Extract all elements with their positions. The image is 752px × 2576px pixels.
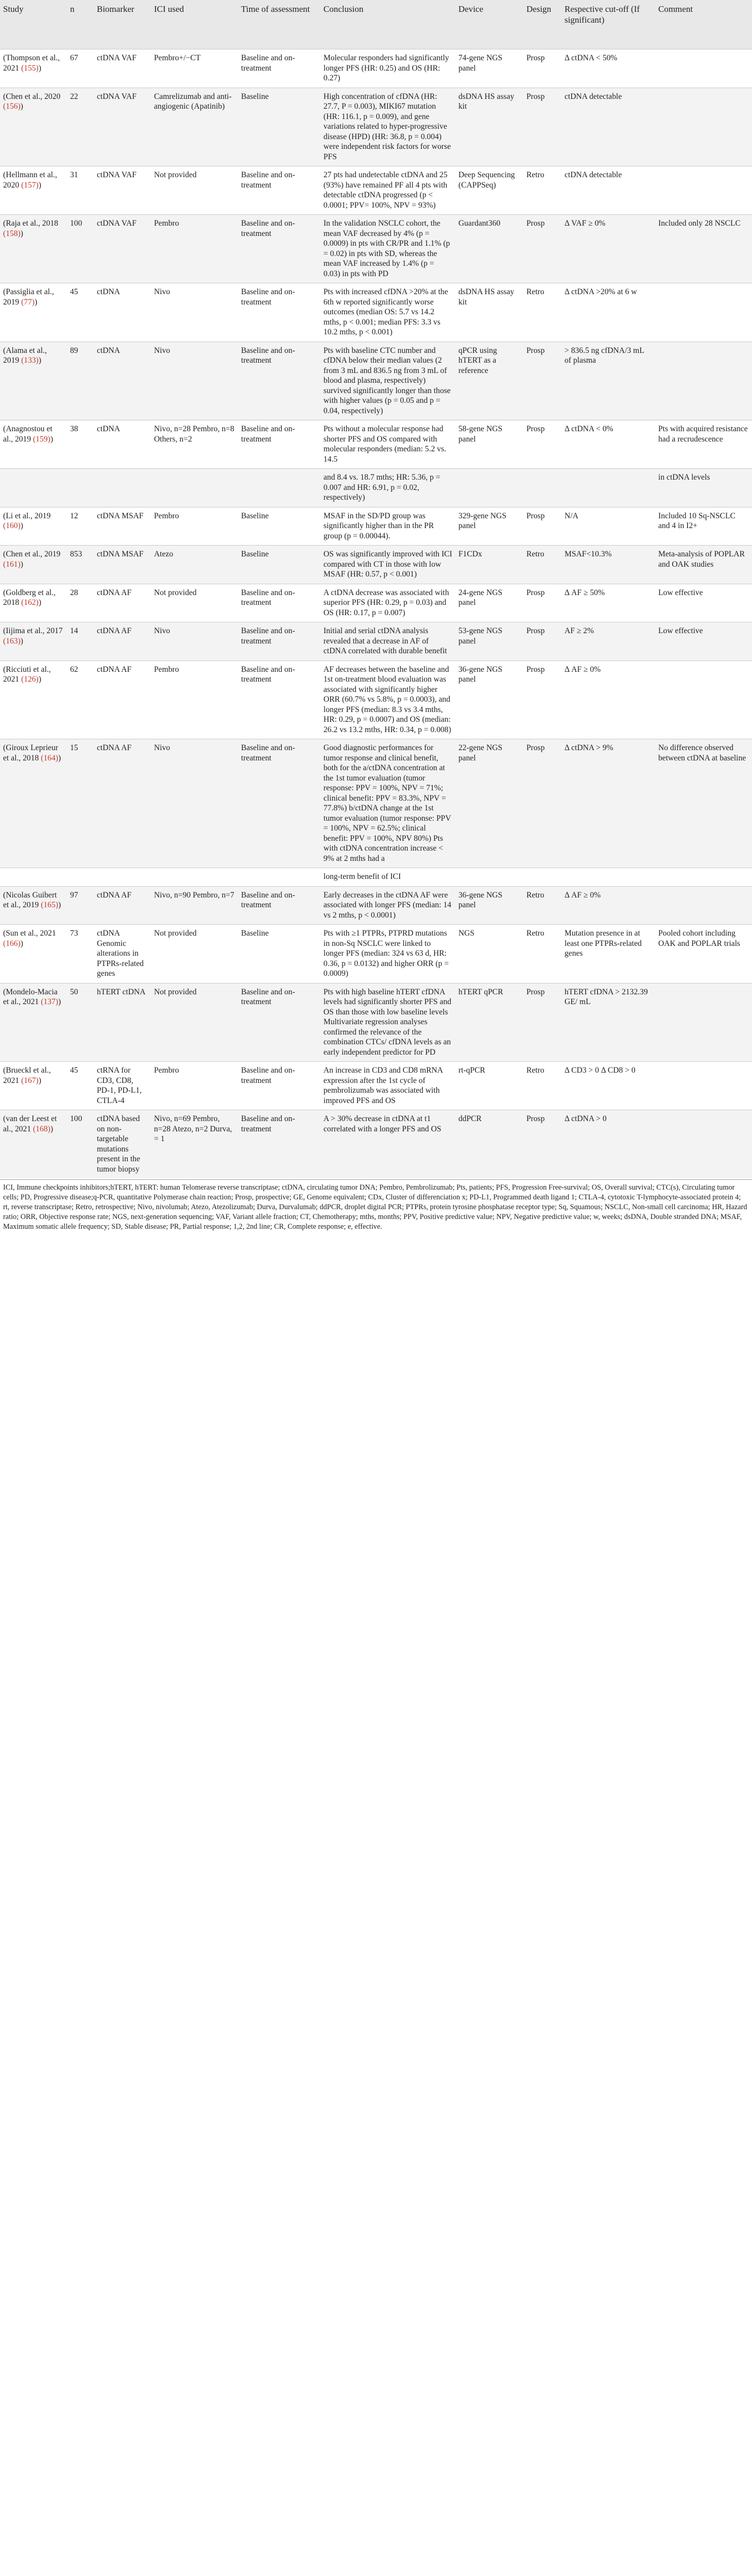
- cell-comment: Pts with acquired resistance had a recrudescence: [655, 420, 752, 469]
- cell-biomarker: ctDNA: [94, 283, 151, 342]
- reference-link[interactable]: (126): [21, 675, 39, 684]
- cell-device: dsDNA HS assay kit: [455, 283, 523, 342]
- cell-device: 24-gene NGS panel: [455, 584, 523, 622]
- cell-cutoff: Δ ctDNA < 50%: [561, 49, 655, 88]
- cell-time: Baseline and on-treatment: [238, 215, 320, 283]
- cell-n: 12: [67, 507, 94, 546]
- cell-device: rt-qPCR: [455, 1062, 523, 1110]
- cell-ici: Nivo, n=90 Pembro, n=7: [151, 886, 238, 925]
- cell-time: Baseline and on-treatment: [238, 283, 320, 342]
- cell-device: Deep Sequencing (CAPPSeq): [455, 166, 523, 215]
- study-citation: (Raja et al., 2018: [3, 219, 58, 228]
- cell-device: hTERT qPCR: [455, 983, 523, 1062]
- cell-ici: Pembro: [151, 215, 238, 283]
- table-row: [0, 49, 752, 88]
- cell-comment: No difference observed between ctDNA at baseline: [655, 739, 752, 868]
- cell-device: 53-gene NGS panel: [455, 622, 523, 661]
- study-citation: (Nicolas Guibert et al., 2019: [3, 890, 57, 909]
- table-row: [0, 983, 752, 1062]
- reference-link[interactable]: (164): [41, 753, 58, 762]
- cell-biomarker: ctDNA AF: [94, 622, 151, 661]
- cell-time: Baseline and on-treatment: [238, 622, 320, 661]
- cell-n: 31: [67, 166, 94, 215]
- study-citation: (Brueckl et al., 2021: [3, 1066, 51, 1085]
- cell-biomarker: [94, 868, 151, 887]
- cell-comment: [655, 983, 752, 1062]
- study-citation: (Mondelo-Macia et al., 2021: [3, 987, 58, 1006]
- table-row: [0, 546, 752, 584]
- cell-device: 36-gene NGS panel: [455, 886, 523, 925]
- cell-biomarker: ctDNA AF: [94, 739, 151, 868]
- study-citation-close: ): [38, 1076, 42, 1085]
- table-row: [0, 166, 752, 215]
- reference-link[interactable]: (166): [3, 939, 21, 948]
- header-ici: ICI used: [151, 0, 238, 49]
- header-study: Study: [0, 0, 67, 49]
- study-citation: (Ricciuti et al., 2021: [3, 665, 51, 684]
- header-row: [0, 0, 752, 49]
- cell-design: Retro: [523, 166, 561, 215]
- cell-time: Baseline and on-treatment: [238, 420, 320, 469]
- cell-biomarker: ctDNA based on non-targetable mutations present in the tumor biopsy: [94, 1110, 151, 1179]
- cell-comment: [655, 166, 752, 215]
- cell-conclusion: OS was significantly improved with ICI compared with CT in those with low MSAF (HR: 0.57, p < 0.001): [320, 546, 455, 584]
- cell-study: [0, 283, 67, 342]
- cell-ici: Nivo: [151, 342, 238, 420]
- table-row: [0, 886, 752, 925]
- cell-study: [0, 660, 67, 739]
- table-row: [0, 215, 752, 283]
- cell-conclusion: Pts with increased cfDNA >20% at the 6th w reported significantly worse outcomes (median OS: 5.7 vs 14.2 mths, p < 0.001; median PFS: 3.3 vs 10.2 mths, p < 0.001): [320, 283, 455, 342]
- cell-cutoff: Δ ctDNA > 9%: [561, 739, 655, 868]
- cell-n: 67: [67, 49, 94, 88]
- cell-design: Prosp: [523, 739, 561, 868]
- header-design: Design: [523, 0, 561, 49]
- cell-ici: Pembro: [151, 660, 238, 739]
- cell-comment: [655, 88, 752, 166]
- cell-design: Retro: [523, 546, 561, 584]
- table-row: [0, 88, 752, 166]
- cell-time: Baseline and on-treatment: [238, 584, 320, 622]
- cell-n: 45: [67, 1062, 94, 1110]
- cell-conclusion: High concentration of cfDNA (HR: 27.7, P = 0.003), MIKI67 mutation (HR: 116.1, p = 0.009), and gene variations related to hyper-progressive disease (HPD) (HR: 36.8, p = 0.004) were independent risk factors for worse PFS: [320, 88, 455, 166]
- cell-cutoff: Δ CD3 > 0 Δ CD8 > 0: [561, 1062, 655, 1110]
- cell-ici: Nivo: [151, 283, 238, 342]
- cell-ici: Nivo: [151, 739, 238, 868]
- cell-design: Prosp: [523, 1110, 561, 1179]
- cell-biomarker: ctDNA MSAF: [94, 507, 151, 546]
- cell-study: [0, 1110, 67, 1179]
- cell-design: [523, 868, 561, 887]
- study-citation-close: ): [58, 753, 61, 762]
- study-citation-close: ): [58, 901, 61, 909]
- cell-n: 14: [67, 622, 94, 661]
- study-citation: (Li et al., 2019: [3, 511, 51, 520]
- cell-ici: Not provided: [151, 983, 238, 1062]
- header-biomarker: Biomarker: [94, 0, 151, 49]
- cell-study: [0, 886, 67, 925]
- reference-link[interactable]: (157): [21, 180, 39, 190]
- study-citation-close: ): [20, 229, 23, 238]
- cell-study: [0, 868, 67, 887]
- cell-design: Retro: [523, 283, 561, 342]
- table-header: [0, 0, 752, 49]
- cell-comment: Low effective: [655, 622, 752, 661]
- cell-comment: Low effective: [655, 584, 752, 622]
- cell-design: Prosp: [523, 660, 561, 739]
- cell-ici: Not provided: [151, 925, 238, 984]
- cell-biomarker: hTERT ctDNA: [94, 983, 151, 1062]
- cell-cutoff: [561, 868, 655, 887]
- reference-link[interactable]: (159): [33, 434, 50, 444]
- cell-design: Retro: [523, 925, 561, 984]
- cell-conclusion: Pts with baseline CTC number and cfDNA below their median values (2 from 3 mL and 836.5 ng from 3 mL of blood and plasma, respectively) survived significantly longer than those with higher values (p = 0.05 and p = 0.04, respectively): [320, 342, 455, 420]
- table-row: [0, 1110, 752, 1179]
- table-footnote: ICI, Immune checkpoints inhibitors;hTERT, hTERT: human Telomerase reverse transcriptase; ctDNA, circulating tumor DNA; Pembro, Pembrolizumab; Pts, patients; PFS, Progression Free-survival; OS, Overall survival; CTC(s), Circulating tumor cells; PD, Progressive disease;q-PCR, quantitative Polymerase chain reaction; Prosp, prospective; GE, Genome equivalent; CDx, Cluster of differenciation x; PD-L1, Programmed death ligand 1; CTLA-4, cytotoxic T-lymphocyte-associated protein 4; rt, reverse transcriptase; Retro, retrospective; Nivo, nivolumab; Atezo, Atezolizumab; Durva, Durvalumab; ddPCR, droplet digital PCR; PTPRs, protein tyrosine phosphatase receptor type; Sq, Squamous; NSCLC, Non-small cell carcinoma; HR, Hazard ratio; ORR, Objective response rate; NGS, next-generation sequencing; VAF, Variant allele fraction; CT, Chemotherapy; mths, months; PPV, Positive predictive value; NPV, Negative predictive value; w, weeks; dsDNA, Double stranded DNA; MSAF, Maximum somatic allele frequency; SD, Stable disease; PR, Partial response; 1,2, 2nd line; CR, Complete response; e, effective.: [0, 1179, 752, 1232]
- cell-cutoff: ctDNA detectable: [561, 88, 655, 166]
- cell-time: Baseline: [238, 507, 320, 546]
- cell-biomarker: ctDNA VAF: [94, 49, 151, 88]
- cell-biomarker: [94, 469, 151, 507]
- cell-cutoff: [561, 469, 655, 507]
- cell-conclusion: A > 30% decrease in ctDNA at t1 correlated with a longer PFS and OS: [320, 1110, 455, 1179]
- cell-cutoff: N/A: [561, 507, 655, 546]
- cell-cutoff: Δ AF ≥ 0%: [561, 886, 655, 925]
- cell-conclusion: An increase in CD3 and CD8 mRNA expression after the 1st cycle of pembrolizumab was associated with improved PFS and OS: [320, 1062, 455, 1110]
- cell-n: [67, 469, 94, 507]
- cell-time: Baseline and on-treatment: [238, 1062, 320, 1110]
- cell-study: [0, 49, 67, 88]
- cell-study: [0, 507, 67, 546]
- study-citation-close: ): [38, 598, 42, 607]
- reference-link[interactable]: (160): [3, 521, 21, 530]
- table-row: [0, 1062, 752, 1110]
- table-row: [0, 660, 752, 739]
- cell-biomarker: ctDNA: [94, 342, 151, 420]
- study-citation: (Thompson et al., 2021: [3, 54, 60, 73]
- cell-conclusion: Pts with ≥1 PTPRs, PTPRD mutations in non-Sq NSCLC were linked to longer PFS (median: 324 vs 63 d, HR: 0.36, p = 0.0132) and higher ORR (p = 0.0009): [320, 925, 455, 984]
- cell-n: 15: [67, 739, 94, 868]
- table-row: [0, 622, 752, 661]
- cell-time: [238, 868, 320, 887]
- cell-cutoff: Δ ctDNA > 0: [561, 1110, 655, 1179]
- biomarker-table: [0, 0, 752, 1178]
- cell-ici: Not provided: [151, 584, 238, 622]
- cell-comment: Pooled cohort including OAK and POPLAR trials: [655, 925, 752, 984]
- cell-time: Baseline and on-treatment: [238, 342, 320, 420]
- table-row: [0, 925, 752, 984]
- cell-study: [0, 88, 67, 166]
- study-citation-close: ): [20, 102, 23, 111]
- cell-ici: Pembro+/−CT: [151, 49, 238, 88]
- cell-ici: Pembro: [151, 1062, 238, 1110]
- cell-study: [0, 925, 67, 984]
- reference-link[interactable]: (137): [41, 997, 58, 1006]
- cell-time: Baseline and on-treatment: [238, 166, 320, 215]
- cell-time: Baseline and on-treatment: [238, 886, 320, 925]
- cell-comment: [655, 660, 752, 739]
- cell-study: [0, 739, 67, 868]
- cell-ici: Nivo: [151, 622, 238, 661]
- cell-n: 62: [67, 660, 94, 739]
- study-citation-close: ): [20, 939, 23, 948]
- cell-conclusion: 27 pts had undetectable ctDNA and 25 (93%) have remained PF all 4 pts with detectable ctDNA progressed (p < 0.0001; PPV= 100%, NPV = 93%): [320, 166, 455, 215]
- cell-device: 36-gene NGS panel: [455, 660, 523, 739]
- study-citation: (Chen et al., 2020: [3, 92, 61, 101]
- cell-design: Prosp: [523, 420, 561, 469]
- study-citation: (Chen et al., 2019: [3, 550, 61, 558]
- cell-cutoff: Δ AF ≥ 50%: [561, 584, 655, 622]
- cell-time: Baseline: [238, 546, 320, 584]
- cell-cutoff: Δ ctDNA < 0%: [561, 420, 655, 469]
- study-citation-close: ): [20, 521, 23, 530]
- cell-n: [67, 868, 94, 887]
- cell-conclusion: A ctDNA decrease was associated with superior PFS (HR: 0.29, p = 0.03) and OS (HR: 0.17, p = 0.007): [320, 584, 455, 622]
- cell-design: Prosp: [523, 622, 561, 661]
- cell-n: 89: [67, 342, 94, 420]
- cell-design: Prosp: [523, 49, 561, 88]
- cell-ici: Camrelizumab and anti-angiogenic (Apatinib): [151, 88, 238, 166]
- cell-device: [455, 469, 523, 507]
- study-citation-close: ): [38, 356, 42, 365]
- cell-n: 853: [67, 546, 94, 584]
- reference-link[interactable]: (167): [21, 1076, 39, 1085]
- cell-conclusion: Pts without a molecular response had shorter PFS and OS compared with molecular responders (median: 5.2 vs. 14.5: [320, 420, 455, 469]
- header-conclusion: Conclusion: [320, 0, 455, 49]
- reference-link[interactable]: (133): [21, 356, 39, 365]
- cell-comment: [655, 342, 752, 420]
- table-row: [0, 283, 752, 342]
- cell-study: [0, 622, 67, 661]
- cell-conclusion: long-term benefit of ICI: [320, 868, 455, 887]
- cell-device: 58-gene NGS panel: [455, 420, 523, 469]
- cell-time: Baseline: [238, 88, 320, 166]
- cell-study: [0, 584, 67, 622]
- table-row: [0, 584, 752, 622]
- cell-time: Baseline and on-treatment: [238, 660, 320, 739]
- study-citation-close: ): [38, 180, 42, 190]
- study-citation: (Hellmann et al., 2020: [3, 171, 57, 190]
- cell-cutoff: > 836.5 ng cfDNA/3 mL of plasma: [561, 342, 655, 420]
- reference-link[interactable]: (161): [3, 560, 21, 569]
- cell-comment: [655, 283, 752, 342]
- cell-biomarker: ctDNA VAF: [94, 215, 151, 283]
- cell-conclusion: Pts with high baseline hTERT cfDNA levels had significantly shorter PFS and OS than those with low baseline levels Multivariate regression analyses confirmed the relevance of the combination CTCs/ cfDNA levels as an early independent predictor for PD: [320, 983, 455, 1062]
- study-citation: (Giroux Leprieur et al., 2018: [3, 743, 58, 762]
- header-cutoff: Respective cut-off (If significant): [561, 0, 655, 49]
- cell-design: Prosp: [523, 88, 561, 166]
- cell-comment: [655, 886, 752, 925]
- cell-conclusion: Good diagnostic performances for tumor response and clinical benefit, both for the a/ctDNA concentration at the 1st tumor evaluation (tumor response: PPV = 100%, NPV = 71%; clinical benefit: PPV = 83.3%, NPV = 77.8%) b/ctDNA change at the 1st tumor evaluation (tumor response: PPV = 100%, NPV = 62.5%; clinical benefit: PPV = 100%, NPV 80%) Pts with ctDNA concentration increase < 9% at 2 mths had a: [320, 739, 455, 868]
- reference-link[interactable]: (162): [21, 598, 39, 607]
- cell-design: Retro: [523, 1062, 561, 1110]
- cell-biomarker: ctDNA AF: [94, 886, 151, 925]
- cell-design: Prosp: [523, 342, 561, 420]
- cell-device: dsDNA HS assay kit: [455, 88, 523, 166]
- cell-conclusion: Initial and serial ctDNA analysis revealed that a decrease in AF of ctDNA correlated with durable benefit: [320, 622, 455, 661]
- header-time: Time of assessment: [238, 0, 320, 49]
- study-citation-close: ): [38, 63, 42, 73]
- cell-ici: Nivo, n=28 Pembro, n=8 Others, n=2: [151, 420, 238, 469]
- reference-link[interactable]: (163): [3, 636, 21, 646]
- cell-study: [0, 215, 67, 283]
- cell-biomarker: ctDNA AF: [94, 584, 151, 622]
- cell-ici: Pembro: [151, 507, 238, 546]
- reference-link[interactable]: (158): [3, 229, 21, 238]
- cell-comment: Included only 28 NSCLC: [655, 215, 752, 283]
- cell-device: [455, 868, 523, 887]
- cell-study: [0, 420, 67, 469]
- cell-comment: in ctDNA levels: [655, 469, 752, 507]
- cell-comment: [655, 1062, 752, 1110]
- reference-link[interactable]: (165): [41, 901, 58, 909]
- cell-cutoff: MSAF<10.3%: [561, 546, 655, 584]
- cell-n: 50: [67, 983, 94, 1062]
- study-citation: (Anagnostou et al., 2019: [3, 425, 53, 444]
- cell-study: [0, 1062, 67, 1110]
- cell-design: Prosp: [523, 215, 561, 283]
- cell-conclusion: AF decreases between the baseline and 1st on-treatment blood evaluation was associated with significantly higher ORR (60.7% vs 5.8%, p = 0.0003), and longer PFS (median: 8.3 vs 3.4 mths, HR: 0.29, p = 0.0007) and OS (median: 26.2 vs 13.2 mths, HR: 0.34, p = 0.008): [320, 660, 455, 739]
- cell-time: [238, 469, 320, 507]
- study-citation-close: ): [50, 434, 54, 444]
- study-citation-close: ): [58, 997, 61, 1006]
- header-n: n: [67, 0, 94, 49]
- cell-time: Baseline and on-treatment: [238, 1110, 320, 1179]
- cell-comment: [655, 868, 752, 887]
- table-row: [0, 420, 752, 469]
- cell-n: 45: [67, 283, 94, 342]
- cell-ici: [151, 868, 238, 887]
- cell-time: Baseline and on-treatment: [238, 49, 320, 88]
- cell-comment: [655, 49, 752, 88]
- cell-study: [0, 166, 67, 215]
- cell-cutoff: Δ ctDNA >20% at 6 w: [561, 283, 655, 342]
- cell-design: Prosp: [523, 584, 561, 622]
- study-citation: (Passiglia et al., 2019: [3, 287, 54, 307]
- cell-device: NGS: [455, 925, 523, 984]
- cell-study: [0, 469, 67, 507]
- table-row: [0, 342, 752, 420]
- cell-n: 28: [67, 584, 94, 622]
- header-device: Device: [455, 0, 523, 49]
- study-citation-close: ): [20, 636, 23, 646]
- cell-study: [0, 342, 67, 420]
- cell-time: Baseline: [238, 925, 320, 984]
- study-citation: (Sun et al., 2021: [3, 929, 56, 938]
- study-citation: (Iijima et al., 2017: [3, 626, 63, 635]
- cell-ici: [151, 469, 238, 507]
- study-citation: (Goldberg et al., 2018: [3, 588, 56, 607]
- cell-ici: Nivo, n=69 Pembro, n=28 Atezo, n=2 Durva, = 1: [151, 1110, 238, 1179]
- reference-link[interactable]: (155): [21, 63, 39, 73]
- cell-n: 97: [67, 886, 94, 925]
- cell-cutoff: AF ≥ 2%: [561, 622, 655, 661]
- cell-device: Guardant360: [455, 215, 523, 283]
- cell-device: 329-gene NGS panel: [455, 507, 523, 546]
- cell-comment: [655, 1110, 752, 1179]
- cell-n: 100: [67, 1110, 94, 1179]
- cell-ici: Atezo: [151, 546, 238, 584]
- cell-comment: Meta-analysis of POPLAR and OAK studies: [655, 546, 752, 584]
- reference-link[interactable]: (156): [3, 102, 21, 111]
- study-citation: (Alama et al., 2019: [3, 346, 47, 365]
- cell-comment: Included 10 Sq-NSCLC and 4 in I2+: [655, 507, 752, 546]
- study-citation-close: ): [20, 560, 23, 569]
- cell-cutoff: ctDNA detectable: [561, 166, 655, 215]
- cell-device: qPCR using hTERT as a reference: [455, 342, 523, 420]
- cell-conclusion: Molecular responders had significantly longer PFS (HR: 0.25) and OS (HR: 0.27): [320, 49, 455, 88]
- cell-biomarker: ctDNA: [94, 420, 151, 469]
- cell-time: Baseline and on-treatment: [238, 983, 320, 1062]
- cell-device: F1CDx: [455, 546, 523, 584]
- cell-biomarker: ctDNA AF: [94, 660, 151, 739]
- reference-link[interactable]: (77): [21, 297, 35, 307]
- cell-ici: Not provided: [151, 166, 238, 215]
- cell-biomarker: ctDNA VAF: [94, 166, 151, 215]
- cell-biomarker: ctRNA for CD3, CD8, PD-1, PD-L1, CTLA-4: [94, 1062, 151, 1110]
- cell-device: 22-gene NGS panel: [455, 739, 523, 868]
- study-citation-close: ): [38, 675, 42, 684]
- cell-cutoff: Δ AF ≥ 0%: [561, 660, 655, 739]
- table-row: [0, 868, 752, 887]
- table-body: [0, 49, 752, 1179]
- cell-n: 38: [67, 420, 94, 469]
- study-citation-close: ): [50, 1124, 54, 1133]
- cell-conclusion: In the validation NSCLC cohort, the mean VAF decreased by 4% (p = 0.0009) in pts with CR/PR and 1.1% (p = 0.02) in pts with SD, whereas the mean VAF increased by 1.4% (p = 0.03) in pts with PD: [320, 215, 455, 283]
- cell-n: 22: [67, 88, 94, 166]
- header-comment: Comment: [655, 0, 752, 49]
- cell-biomarker: ctDNA VAF: [94, 88, 151, 166]
- cell-device: ddPCR: [455, 1110, 523, 1179]
- cell-conclusion: MSAF in the SD/PD group was significantly higher than in the PR group (p = 0.00044).: [320, 507, 455, 546]
- table-row: [0, 469, 752, 507]
- cell-design: Retro: [523, 886, 561, 925]
- cell-design: Prosp: [523, 983, 561, 1062]
- study-citation-close: ): [35, 297, 38, 307]
- cell-cutoff: hTERT cfDNA > 2132.39 GE/ mL: [561, 983, 655, 1062]
- cell-device: 74-gene NGS panel: [455, 49, 523, 88]
- cell-biomarker: ctDNA Genomic alterations in PTPRs-related genes: [94, 925, 151, 984]
- table-row: [0, 739, 752, 868]
- table-row: [0, 507, 752, 546]
- cell-biomarker: ctDNA MSAF: [94, 546, 151, 584]
- reference-link[interactable]: (168): [33, 1124, 50, 1133]
- cell-n: 73: [67, 925, 94, 984]
- cell-time: Baseline and on-treatment: [238, 739, 320, 868]
- cell-cutoff: Δ VAF ≥ 0%: [561, 215, 655, 283]
- cell-conclusion: and 8.4 vs. 18.7 mths; HR: 5.36, p = 0.007 and HR: 6.91, p = 0.02, respectively): [320, 469, 455, 507]
- cell-design: Prosp: [523, 507, 561, 546]
- study-citation: (van der Leest et al., 2021: [3, 1114, 57, 1133]
- cell-cutoff: Mutation presence in at least one PTPRs-related genes: [561, 925, 655, 984]
- cell-design: [523, 469, 561, 507]
- cell-study: [0, 983, 67, 1062]
- cell-n: 100: [67, 215, 94, 283]
- cell-study: [0, 546, 67, 584]
- cell-conclusion: Early decreases in the ctDNA AF were associated with longer PFS (median: 14 vs 2 mths, p < 0.0001): [320, 886, 455, 925]
